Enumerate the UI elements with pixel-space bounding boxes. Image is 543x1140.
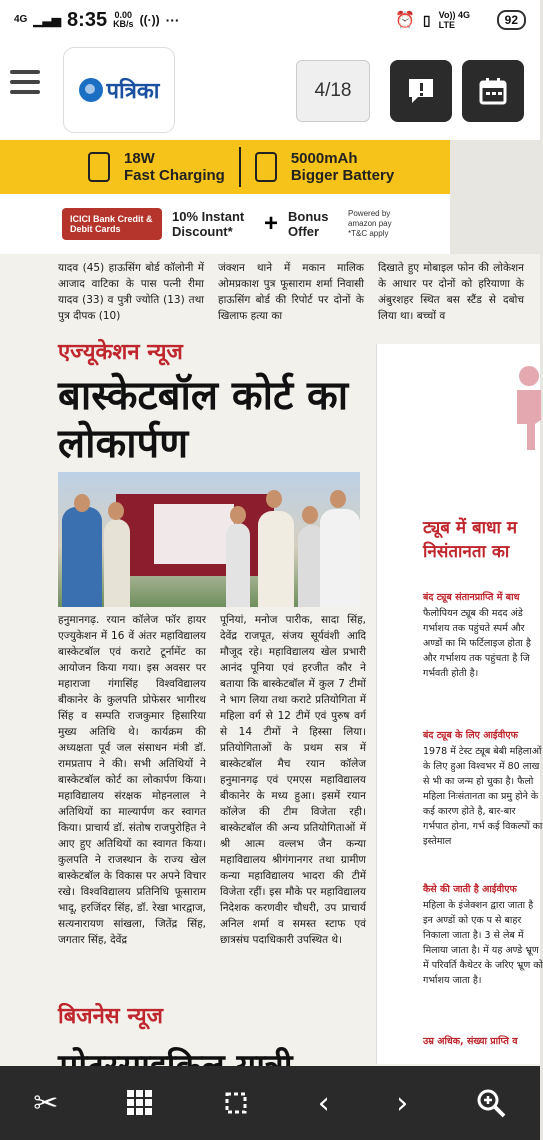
- article-col1: हनुमानगढ़. रयान कॉलेज फॉर हायर एज्युकेशन में 16 वें अंतर महाविद्यालय बास्केटबॉल एवं कराटे टूर्नामेंट का आयोजन किया गया। इस अवसर पर महाराजा गंगासिंह विश्वविद्यालय बीकानेर के कुलपति प्रोफेसर भागीरथ सिंह व सम्पति राजकुमार हिसारिया मुख्य अतिथि थे। कार्यक्रम की अध्यक्षता पूर्व जल संसाधन मंत्री डॉ. रामप्रताप ने की। सभी अतिथियों ने बास्केटबॉल कोर्ट का लोकार्पण किया। महाविद्यालय संरक्षक मोहनलाल ने अतिथियों का माल्यार्पण कर स्वागत किया। प्राचार्य डॉ. संतोष राजपुरोहित ने आए हुए अतिथियों का स्वागत किया। कुलपति ने राजस्थान के राज्य खेल बास्केटबॉल के विकास पर अपने विचार रखे। विश्वविद्यालय प्रतिनिधि फूसाराम भादू, हरजिंदर सिंह, डॉ. रेखा भारद्वाज, सत्यनारायण सांखला, जितेंद्र सिंह, जगतार सिंह, देवेंद्र: [58, 614, 206, 946]
- next-icon[interactable]: ›: [396, 1085, 409, 1121]
- side-article: [376, 344, 543, 1064]
- amazon-pay-logo: Powered by amazon pay *T&C apply: [348, 209, 392, 238]
- side-sub3: कैसे की जाती है आईवीएफ: [423, 884, 517, 895]
- status-bar: [0, 0, 540, 40]
- menu-icon[interactable]: [10, 70, 40, 100]
- battery-indicator: 92: [497, 10, 526, 30]
- side-sub2: बंद ट्यूब के लिए आईवीएफ: [423, 730, 518, 741]
- prev-article-col2: जंक्शन थाने में मकान मालिक ओमप्रकाश पुत्र फूसाराम शर्मा निवासी हाऊसिंग बोर्ड की रिपोर्ट पर दोनों के खिलाफ हत्या का: [218, 262, 364, 322]
- patrika-logo[interactable]: [64, 48, 174, 132]
- hotspot-icon: ((·)): [139, 13, 160, 27]
- ad-banner-charging[interactable]: [0, 140, 450, 194]
- article-headline: बास्केटबॉल कोर्ट का लोकार्पण: [58, 373, 349, 467]
- more-dots-icon: ···: [165, 12, 180, 28]
- alarm-icon: ⏰: [395, 12, 415, 29]
- battery-icon: [255, 152, 277, 182]
- crop-icon[interactable]: [221, 1088, 251, 1118]
- alert-button[interactable]: [390, 60, 452, 122]
- scissors-icon[interactable]: ✂: [33, 1085, 59, 1121]
- section-label-education: एज्यूकेशन न्यूज: [58, 340, 183, 365]
- globe-icon: [79, 78, 103, 102]
- side-para4: उम्र अधिक, संख्या प्राप्ति व: [423, 1036, 518, 1047]
- phone-charging-icon: [88, 152, 110, 182]
- page-indicator[interactable]: 4/18: [296, 60, 370, 122]
- prev-icon[interactable]: ‹: [317, 1085, 330, 1121]
- signal-icon: ▁▃▅: [33, 13, 62, 27]
- calendar-button[interactable]: [462, 60, 524, 122]
- ad-banner-bank[interactable]: [0, 194, 450, 254]
- ad-battery-text: 5000mAh Bigger Battery: [290, 150, 395, 184]
- volte-indicator: Vo)) 4G LTE: [438, 10, 470, 30]
- newspaper-page[interactable]: [0, 254, 543, 1066]
- vibrate-icon: ▯: [422, 11, 431, 28]
- clock: 8:35: [67, 8, 108, 31]
- side-para2: 1978 में टेस्ट ट्यूब बेबी महिलाओं के लिए हुआ विश्वभर में 80 लाख से भी का जन्म हो चुका है। फैलो महिला निःसंतानता का प्रमु होने के कई कारण होते है, बार-बार गर्भपात होना, गर्भ कई विकल्पों का इस्तेमाल: [423, 746, 543, 847]
- ad-discount-text: 10% Instant Discount*: [172, 209, 245, 239]
- reader-bottom-bar: [0, 1066, 540, 1140]
- logo-text: पत्रिका: [106, 79, 160, 104]
- side-para1: फैलोपियन ट्यूब की मदद अंडे गर्भाशय तक पहुंचते स्पर्म और अण्डों का मि फर्टिलाइज होता है और गर्भाशय तक पहुंचता है जि गर्भवती होती है।: [423, 608, 531, 679]
- article-photo: [58, 472, 360, 607]
- section-label-business: बिजनेस न्यूज: [58, 1004, 163, 1029]
- ad-charging-text: 18W Fast Charging: [124, 150, 225, 184]
- icici-logo: ICICI Bank Credit & Debit Cards: [62, 208, 162, 240]
- data-speed: 0.00 KB/s: [113, 10, 134, 29]
- side-sub1: बंद ट्यूब संतानप्राप्ति में बाध: [423, 592, 520, 603]
- article-col2: पूनियां, मनोज पारीक, सादा सिंह, देवेंद्र राजपूत, संजय सूर्यवंशी आदि मौजूद रहे। महाविद्यालय खेल प्रभारी आनंद पूनिया एवं हरजीत कौर ने बताया कि बास्केटबॉल में कुल 7 टीमों ने भाग लिया तथा कराटे प्रतियोगिता में महिला वर्ग से 12 टीमें एवं पुरुष वर्ग से 14 टीमों ने हिस्सा लिया। प्रतियोगिताओं के प्रथम सत्र में बास्केटबॉल मैच रयान कॉलेज हनुमानगढ़ एवं एमएस महाविद्यालय बीकानेर के मध्य हुआ। इसमें रयान कॉलेज की टीम विजेता रही। बास्केटबॉल की अन्य प्रतियोगिताओं में श्री आत्म वल्लभ जैन कन्या महाविद्यालय श्रीगंगानगर तथा ग्रामीण कन्या महाविद्यालय भादरा की टीमें विजेता रहीं। इस मौके पर महाविद्यालय निदेशक करणवीर चौधरी, उप प्राचार्य अनिल शर्मा व समस्त स्टाफ एवं छात्रसंघ पदाधिकारी उपस्थित थे।: [220, 614, 366, 946]
- prev-article-col1: यादव (45) हाऊसिंग बोर्ड कॉलोनी में आजाद वाटिका के पास पत्नी रीमा यादव (33) व पुत्री ज्योति (13) तथा पुत्र दीपक (10): [58, 262, 204, 322]
- side-para3: महिला के इंजेक्शन द्वारा जाता है इन अण्डों को एक प से बाहर निकाला जाता है। 3 से लेब में मिलाया जाता है। में यह अण्डे भ्रूण में परिवर्ति कैथेटर के जरिए भ्रूण को गर्भाशय जाता है।: [423, 900, 543, 986]
- calendar-icon: [478, 76, 508, 106]
- zoom-icon[interactable]: [475, 1087, 507, 1119]
- alert-icon: [406, 76, 436, 106]
- side-headline: ट्यूब में बाधा म निसंतानता का: [423, 518, 518, 562]
- ad-bonus-text: Bonus Offer: [288, 209, 329, 239]
- grid-icon[interactable]: [125, 1088, 155, 1118]
- app-toolbar: [0, 40, 540, 140]
- plus-icon: +: [264, 210, 279, 237]
- ad-divider: [239, 147, 241, 187]
- woman-figure-icon: [509, 364, 541, 454]
- network-indicator: 4G: [14, 14, 28, 25]
- prev-article-col3: दिखाते हुए मोबाइल फोन की लोकेशन के आधार पर दोनों को हरियाणा के अंबुरशहर स्थित बस स्टैंड से दबोच लिया था। बच्चों व: [378, 262, 524, 322]
